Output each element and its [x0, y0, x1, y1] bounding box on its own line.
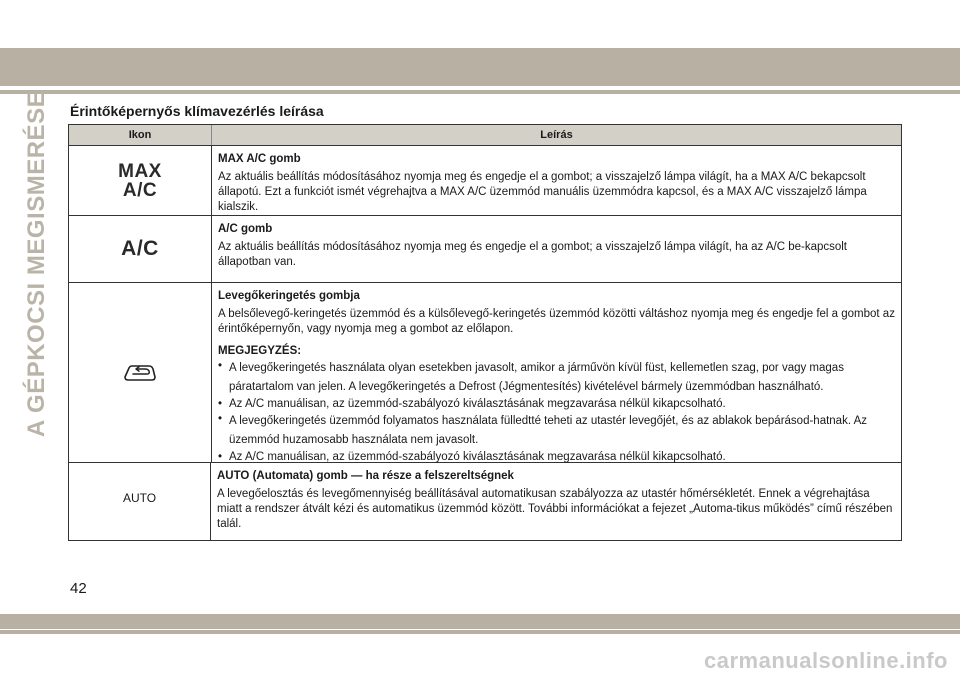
table-header	[69, 125, 901, 146]
max-ac-icon-line1: MAX	[118, 160, 162, 182]
note-text: Az A/C manuálisan, az üzemmód-szabályozó kiválasztásának megzavarása nélkül kikapcsolható.	[229, 451, 726, 463]
footer-band	[0, 614, 960, 629]
auto-icon	[69, 463, 211, 540]
column-header-icon: Ikon	[69, 125, 212, 145]
max-ac-icon-line2: A/C	[122, 179, 158, 201]
max-ac-icon	[69, 146, 212, 215]
ac-icon-label: A/C	[121, 237, 159, 260]
column-header-description: Leírás	[540, 129, 573, 141]
climate-controls-table	[68, 124, 902, 541]
note-item	[218, 412, 895, 450]
footer-rule	[0, 630, 960, 634]
header-band	[0, 48, 960, 86]
top-margin	[0, 0, 960, 48]
section-tab	[22, 90, 52, 438]
bullet: •	[218, 413, 223, 425]
header-rule	[0, 90, 960, 94]
row-title: Levegőkeringetés gombja	[218, 290, 360, 302]
bullet: •	[218, 451, 223, 463]
ac-icon	[69, 216, 212, 282]
row-text: A levegőelosztás és levegőmennyiség beállításával automatikusan szabályozza az utastér hőmérsékletét. Ennek a végrehajtása miatt a rendszer átvált kézi és automatikus üzemmód között. További információkat a fejezet „Automa-tikus működés” című részében talál.	[217, 488, 893, 530]
row-title: AUTO (Automata) gomb — ha része a felszereltségnek	[217, 470, 514, 482]
page-title: Érintőképernyős klímavezérlés leírása	[70, 103, 324, 119]
note-heading: MEGJEGYZÉS:	[218, 345, 302, 357]
row-description	[212, 146, 901, 215]
auto-icon-label: AUTO	[122, 491, 157, 505]
watermark: carmanualsonline.info	[704, 648, 948, 673]
row-text: Az aktuális beállítás módosításához nyomja meg és engedje el a gombot; a visszajelző lámpa világít, ha az A/C be-kapcsolt állapotban van.	[218, 241, 848, 268]
recirculation-icon-graphic	[122, 364, 158, 382]
row-title: MAX A/C gomb	[218, 153, 301, 165]
table-row	[69, 283, 901, 463]
bullet: •	[218, 360, 223, 372]
note-text: A levegőkeringetés használata olyan esetekben javasolt, amikor a járművön kívül füst, kellemetlen szag, por vagy magas páratartalom van jelen. A levegőkeringetés a Defrost (Jégmentesítés) kivételével bármely üzemmódban használható.	[229, 362, 844, 393]
section-tab-label: A GÉPKOCSI MEGISMERÉSE	[23, 90, 50, 438]
note-item	[218, 359, 895, 397]
table-row	[69, 463, 901, 540]
table-row	[69, 146, 901, 216]
row-text: A belsőlevegő-keringetés üzemmód és a külsőlevegő-keringetés üzemmód közötti váltáshoz nyomja meg és engedje fel a gombot az érintőképernyőn, vagy nyomja meg a gombot az előlapon.	[218, 308, 895, 335]
recirculation-icon	[69, 283, 212, 462]
note-text: Az A/C manuálisan, az üzemmód-szabályozó kiválasztásának megzavarása nélkül kikapcsolható.	[229, 398, 726, 410]
row-text: Az aktuális beállítás módosításához nyomja meg és engedje el a gombot; a visszajelző lámpa világít, ha a MAX A/C bekapcsolt állapotú. Ezt a funkciót ismét végrehajtva a MAX A/C üzemmód manuális üzemmódra kapcsol, és a MAX A/C visszajelző lámpa kialszik.	[218, 171, 867, 213]
bullet: •	[218, 398, 223, 410]
row-description	[212, 283, 901, 462]
row-title: A/C gomb	[218, 223, 273, 235]
row-description	[211, 463, 901, 540]
note-item	[218, 397, 895, 412]
page-number: 42	[70, 580, 87, 597]
row-description	[212, 216, 901, 282]
note-text: A levegőkeringetés üzemmód folyamatos használata fülledtté teheti az utastér levegőjét, és az ablakok bepárásod-hatnak. Az üzemmód huzamosabb használata nem javasolt.	[229, 415, 867, 446]
table-row	[69, 216, 901, 283]
